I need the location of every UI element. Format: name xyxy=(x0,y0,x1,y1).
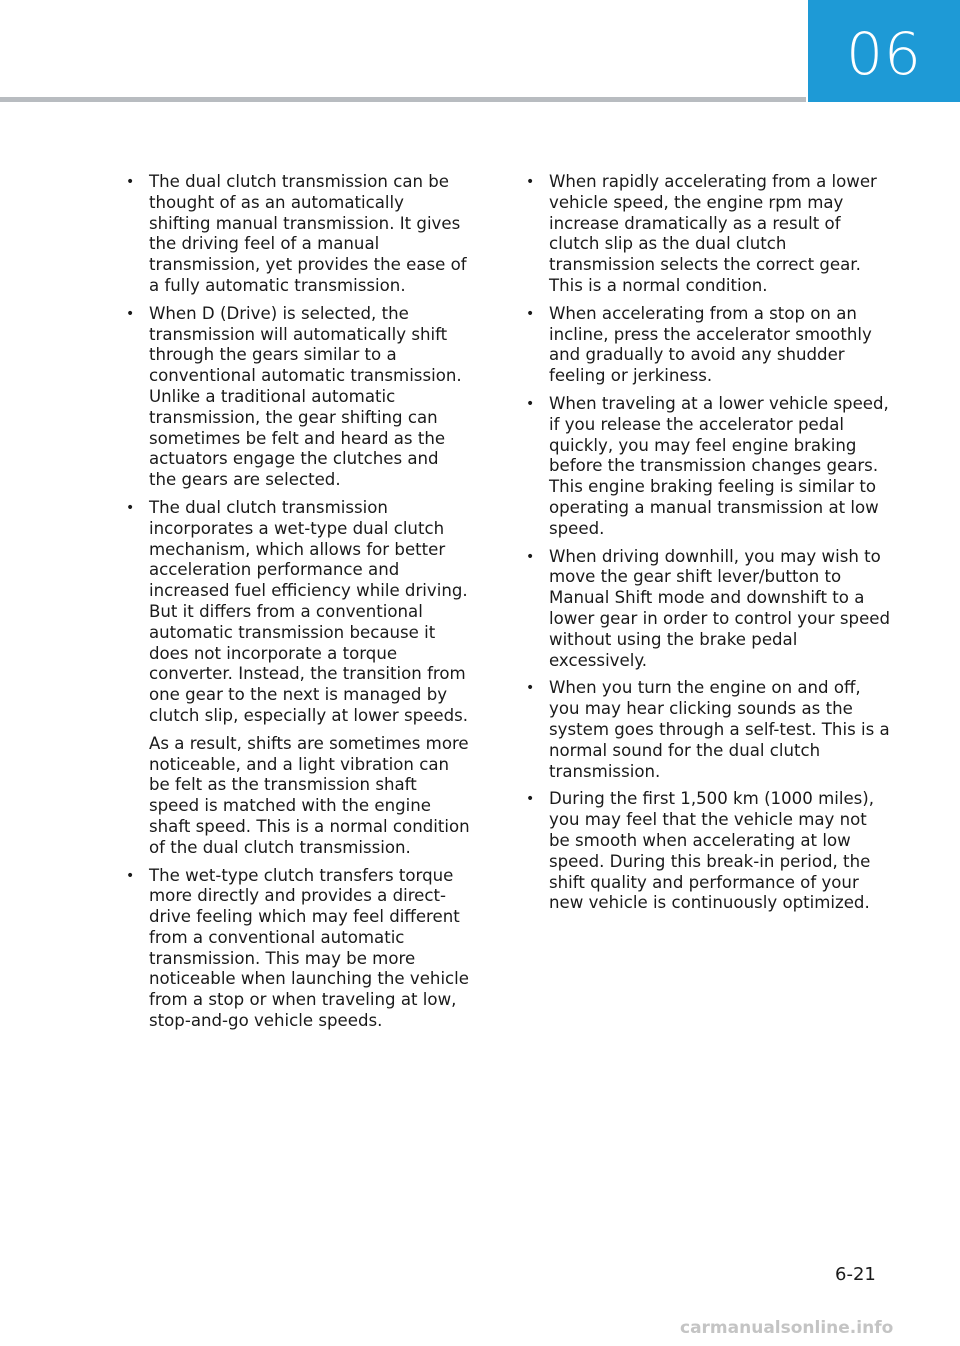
bullet-icon: • xyxy=(126,305,135,322)
bullet-item xyxy=(120,304,470,491)
bullet-icon: • xyxy=(126,867,135,884)
right-column xyxy=(520,172,890,921)
left-column xyxy=(120,172,470,1039)
bullet-text: The dual clutch transmission incorporates a wet-type dual clutch mechanism, which allows for better acceleration performance and increased fuel efficiency while driving. But it differs from a conventional automatic transmission because it does not incorporate a torque converter. Instead, the transition from one gear to the next is managed by clutch slip, especially at lower speeds. xyxy=(149,497,469,725)
bullet-text: As a result, shifts are sometimes more noticeable, and a light vibration can be felt as the transmission shaft speed is matched with the engine shaft speed. This is a normal condition of the dual clutch transmission. xyxy=(149,733,470,857)
bullet-text: When D (Drive) is selected, the transmission will automatically shift through the gears similar to a conventional automatic transmission. Unlike a traditional automatic transmission, the gear shifting can sometimes be felt and heard as the actuators engage the clutches and the gears are selected. xyxy=(149,303,462,490)
bullet-item xyxy=(120,866,470,1032)
bullet-item xyxy=(120,498,470,859)
bullet-icon: • xyxy=(526,305,535,322)
bullet-item xyxy=(120,172,470,297)
bullet-text: When rapidly accelerating from a lower vehicle speed, the engine rpm may increase dramatically as a result of clutch slip as the dual clutch transmission selects the correct gear. This is a normal condition. xyxy=(549,172,877,295)
bullet-item xyxy=(520,394,890,540)
left-bullet-list xyxy=(120,172,470,1032)
right-bullet-list xyxy=(520,172,890,914)
chapter-tab xyxy=(808,0,960,102)
bullet-text: During the first 1,500 km (1000 miles), you may feel that the vehicle may not be smooth when accelerating at low speed. During this break-in period, the shift quality and performance of your new vehicle is continuously optimized. xyxy=(549,789,875,913)
bullet-text: When traveling at a lower vehicle speed, if you release the accelerator pedal quickly, you may feel engine braking before the transmission changes gears. This engine braking feeling is similar to operating a manual transmission at low speed. xyxy=(549,393,889,538)
bullet-icon: • xyxy=(526,548,535,565)
header-rule xyxy=(0,97,806,102)
watermark: carmanualsonline.info xyxy=(680,1318,894,1338)
bullet-icon: • xyxy=(126,499,135,516)
bullet-icon: • xyxy=(526,174,535,190)
bullet-item xyxy=(520,304,890,387)
chapter-number: 06 xyxy=(846,20,922,88)
bullet-icon: • xyxy=(526,395,535,412)
bullet-text: When you turn the engine on and off, you may hear clicking sounds as the system goes through a self-test. This is a normal sound for the dual clutch transmission. xyxy=(549,678,890,781)
bullet-icon: • xyxy=(526,680,535,697)
page-number: 6-21 xyxy=(835,1264,876,1285)
bullet-text: The wet-type clutch transfers torque more directly and provides a direct-drive feeling which may feel different from a conventional automatic transmission. This may be more noticeable when launching the vehicle from a stop or when traveling at low, stop-and-go vehicle speeds. xyxy=(149,865,469,1031)
bullet-text: When accelerating from a stop on an incline, press the accelerator smoothly and gradually to avoid any shudder feeling or jerkiness. xyxy=(549,303,872,386)
bullet-text: The dual clutch transmission can be thought of as an automatically shifting manual transmission. It gives the driving feel of a manual transmission, yet provides the ease of a fully automatic transmission. xyxy=(149,172,467,295)
bullet-item xyxy=(520,172,890,297)
bullet-item xyxy=(520,547,890,672)
bullet-text: When driving downhill, you may wish to move the gear shift lever/button to Manual Shift mode and downshift to a lower gear in order to control your speed without using the brake pedal excessively. xyxy=(549,546,891,670)
bullet-icon: • xyxy=(126,174,135,190)
bullet-item xyxy=(520,678,890,782)
bullet-item xyxy=(520,789,890,914)
bullet-icon: • xyxy=(526,791,535,808)
